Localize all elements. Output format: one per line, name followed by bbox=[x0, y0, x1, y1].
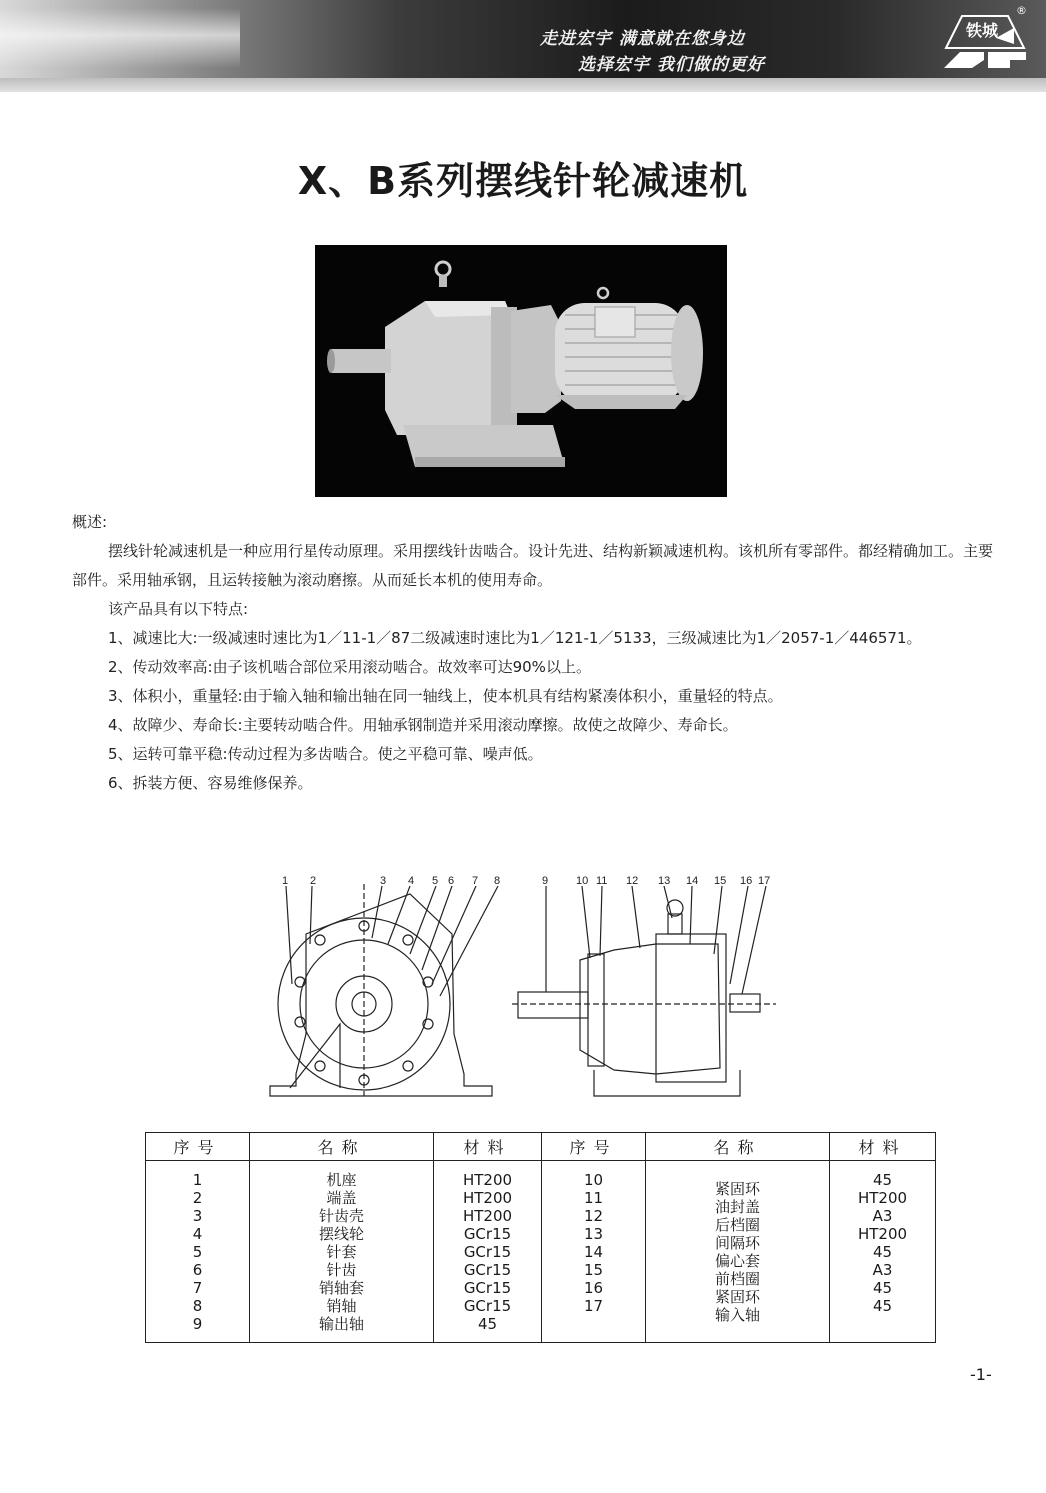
table-cell: HT200 bbox=[462, 1189, 513, 1207]
left-material-column bbox=[434, 1161, 542, 1343]
table-cell: 4 bbox=[192, 1225, 203, 1243]
table-cell: 紧固环 bbox=[714, 1288, 760, 1306]
overview-section bbox=[72, 508, 1007, 798]
header-name: 名称 bbox=[250, 1133, 434, 1161]
logo-text: 铁城 bbox=[966, 21, 999, 40]
table-cell: GCr15 bbox=[463, 1243, 512, 1261]
page-title: X、B系列摆线针轮减速机 bbox=[297, 159, 749, 203]
table-cell: 针齿 bbox=[326, 1261, 357, 1279]
left-name-column bbox=[250, 1161, 434, 1343]
diagram-label: 16 bbox=[740, 875, 753, 887]
diagram-label: 2 bbox=[310, 875, 317, 887]
features-intro: 该产品具有以下特点: bbox=[108, 600, 249, 618]
feature-item: 6、拆装方便、容易维修保养。 bbox=[108, 774, 313, 792]
page-number: -1- bbox=[970, 1365, 992, 1384]
diagram-label: 10 bbox=[576, 875, 589, 887]
right-name-column bbox=[646, 1161, 830, 1343]
diagram-label: 12 bbox=[626, 875, 639, 887]
right-material-column bbox=[830, 1161, 936, 1343]
table-cell: 后档圈 bbox=[714, 1216, 760, 1234]
table-cell: HT200 bbox=[857, 1225, 908, 1243]
table-cell: 输入轴 bbox=[714, 1306, 760, 1324]
diagram-label: 9 bbox=[542, 875, 549, 887]
left-number-column bbox=[146, 1161, 250, 1343]
diagram-label: 3 bbox=[380, 875, 387, 887]
slogan-line-1: 走进宏宇 满意就在您身边 bbox=[540, 29, 745, 49]
diagram-label: 4 bbox=[408, 875, 415, 887]
feature-item: 1、减速比大:一级减速时速比为1／11-1／87二级减速时速比为1／121-1／5133，三级减速比为1／2057-1／446571。 bbox=[108, 629, 922, 647]
feature-list bbox=[72, 624, 1007, 798]
table-cell: 15 bbox=[583, 1261, 604, 1279]
table-cell: 针齿壳 bbox=[318, 1207, 364, 1225]
table-cell: 销轴套 bbox=[318, 1279, 364, 1297]
table-cell: 5 bbox=[192, 1243, 203, 1261]
table-cell: 8 bbox=[192, 1297, 203, 1315]
diagram-label: 14 bbox=[686, 875, 699, 887]
diagram-label: 11 bbox=[596, 875, 608, 887]
table-cell: 13 bbox=[583, 1225, 604, 1243]
table-cell: 偏心套 bbox=[714, 1252, 760, 1270]
table-cell: A3 bbox=[872, 1207, 893, 1225]
table-cell: 11 bbox=[583, 1189, 604, 1207]
table-cell: GCr15 bbox=[463, 1297, 512, 1315]
header-material: 材料 bbox=[434, 1133, 542, 1161]
table-cell: 16 bbox=[583, 1279, 604, 1297]
table-cell: 6 bbox=[192, 1261, 203, 1279]
feature-item: 3、体积小，重量轻:由于输入轴和输出轴在同一轴线上，使本机具有结构紧凑体积小，重量轻的特点。 bbox=[108, 687, 783, 705]
diagram-label: 8 bbox=[494, 875, 501, 887]
header-no: 序号 bbox=[146, 1133, 250, 1161]
table-cell: 45 bbox=[872, 1171, 893, 1189]
reducer-section-diagrams bbox=[260, 874, 780, 1104]
header-name: 名称 bbox=[646, 1133, 830, 1161]
table-cell: 1 bbox=[192, 1171, 203, 1189]
table-cell: 7 bbox=[192, 1279, 203, 1297]
registered-mark: ® bbox=[1016, 4, 1027, 17]
table-header-row bbox=[146, 1133, 936, 1161]
table-cell: 12 bbox=[583, 1207, 604, 1225]
slogan-line-2: 选择宏宇 我们做的更好 bbox=[578, 55, 765, 75]
diagram-label: 13 bbox=[658, 875, 671, 887]
table-cell: HT200 bbox=[462, 1171, 513, 1189]
table-cell: 紧固环 bbox=[714, 1180, 760, 1198]
table-cell: HT200 bbox=[462, 1207, 513, 1225]
table-cell: 油封盖 bbox=[714, 1198, 760, 1216]
diagram-label: 17 bbox=[758, 875, 771, 887]
table-row bbox=[146, 1161, 936, 1343]
table-cell: GCr15 bbox=[463, 1279, 512, 1297]
table-cell: 45 bbox=[477, 1315, 498, 1333]
table-cell: 3 bbox=[192, 1207, 203, 1225]
table-cell: GCr15 bbox=[463, 1261, 512, 1279]
banner-bottom-band bbox=[0, 78, 1046, 92]
feature-item: 5、运转可靠平稳:传动过程为多齿啮合。使之平稳可靠、噪声低。 bbox=[108, 745, 543, 763]
table-cell: 间隔环 bbox=[714, 1234, 760, 1252]
right-number-column bbox=[542, 1161, 646, 1343]
table-cell: A3 bbox=[872, 1261, 893, 1279]
feature-item: 2、传动效率高:由子该机啮合部位采用滚动啮合。故效率可达90%以上。 bbox=[108, 658, 591, 676]
diagram-label: 7 bbox=[472, 875, 479, 887]
overview-heading: 概述: bbox=[72, 513, 108, 531]
diagram-label: 6 bbox=[448, 875, 455, 887]
table-cell: 前档圈 bbox=[714, 1270, 760, 1288]
header-no: 序号 bbox=[542, 1133, 646, 1161]
reducer-product-photo bbox=[315, 245, 727, 497]
table-cell: 销轴 bbox=[326, 1297, 357, 1315]
table-cell: 输出轴 bbox=[318, 1315, 364, 1333]
table-cell: 摆线轮 bbox=[318, 1225, 364, 1243]
header-material: 材料 bbox=[830, 1133, 936, 1161]
table-cell: 45 bbox=[872, 1279, 893, 1297]
feature-item: 4、故障少、寿命长:主要转动啮合件。用轴承钢制造并采用滚动摩擦。故使之故障少、寿命长。 bbox=[108, 716, 738, 734]
table-cell: 45 bbox=[872, 1297, 893, 1315]
banner-light-streak bbox=[0, 8, 240, 68]
diagram-label: 5 bbox=[432, 875, 439, 887]
header-banner bbox=[0, 0, 1046, 92]
table-cell: 14 bbox=[583, 1243, 604, 1261]
overview-intro: 摆线针轮减速机是一种应用行星传动原理。采用摆线针齿啮合。设计先进、结构新颖减速机构。该机所有零部件。都经精确加工。主要部件。采用轴承钢，且运转接触为滚动磨擦。从而延长本机的使用寿命。 bbox=[72, 542, 994, 589]
parts-table bbox=[145, 1132, 936, 1343]
diagram-label: 1 bbox=[282, 875, 289, 887]
diagram-label: 15 bbox=[714, 875, 727, 887]
table-cell: 机座 bbox=[326, 1171, 357, 1189]
table-cell: 17 bbox=[583, 1297, 604, 1315]
table-cell: 10 bbox=[583, 1171, 604, 1189]
table-cell: 针套 bbox=[326, 1243, 357, 1261]
table-cell: GCr15 bbox=[463, 1225, 512, 1243]
table-cell: HT200 bbox=[857, 1189, 908, 1207]
table-cell: 9 bbox=[192, 1315, 203, 1333]
table-cell: 2 bbox=[192, 1189, 203, 1207]
table-cell: 端盖 bbox=[326, 1189, 357, 1207]
table-cell: 45 bbox=[872, 1243, 893, 1261]
